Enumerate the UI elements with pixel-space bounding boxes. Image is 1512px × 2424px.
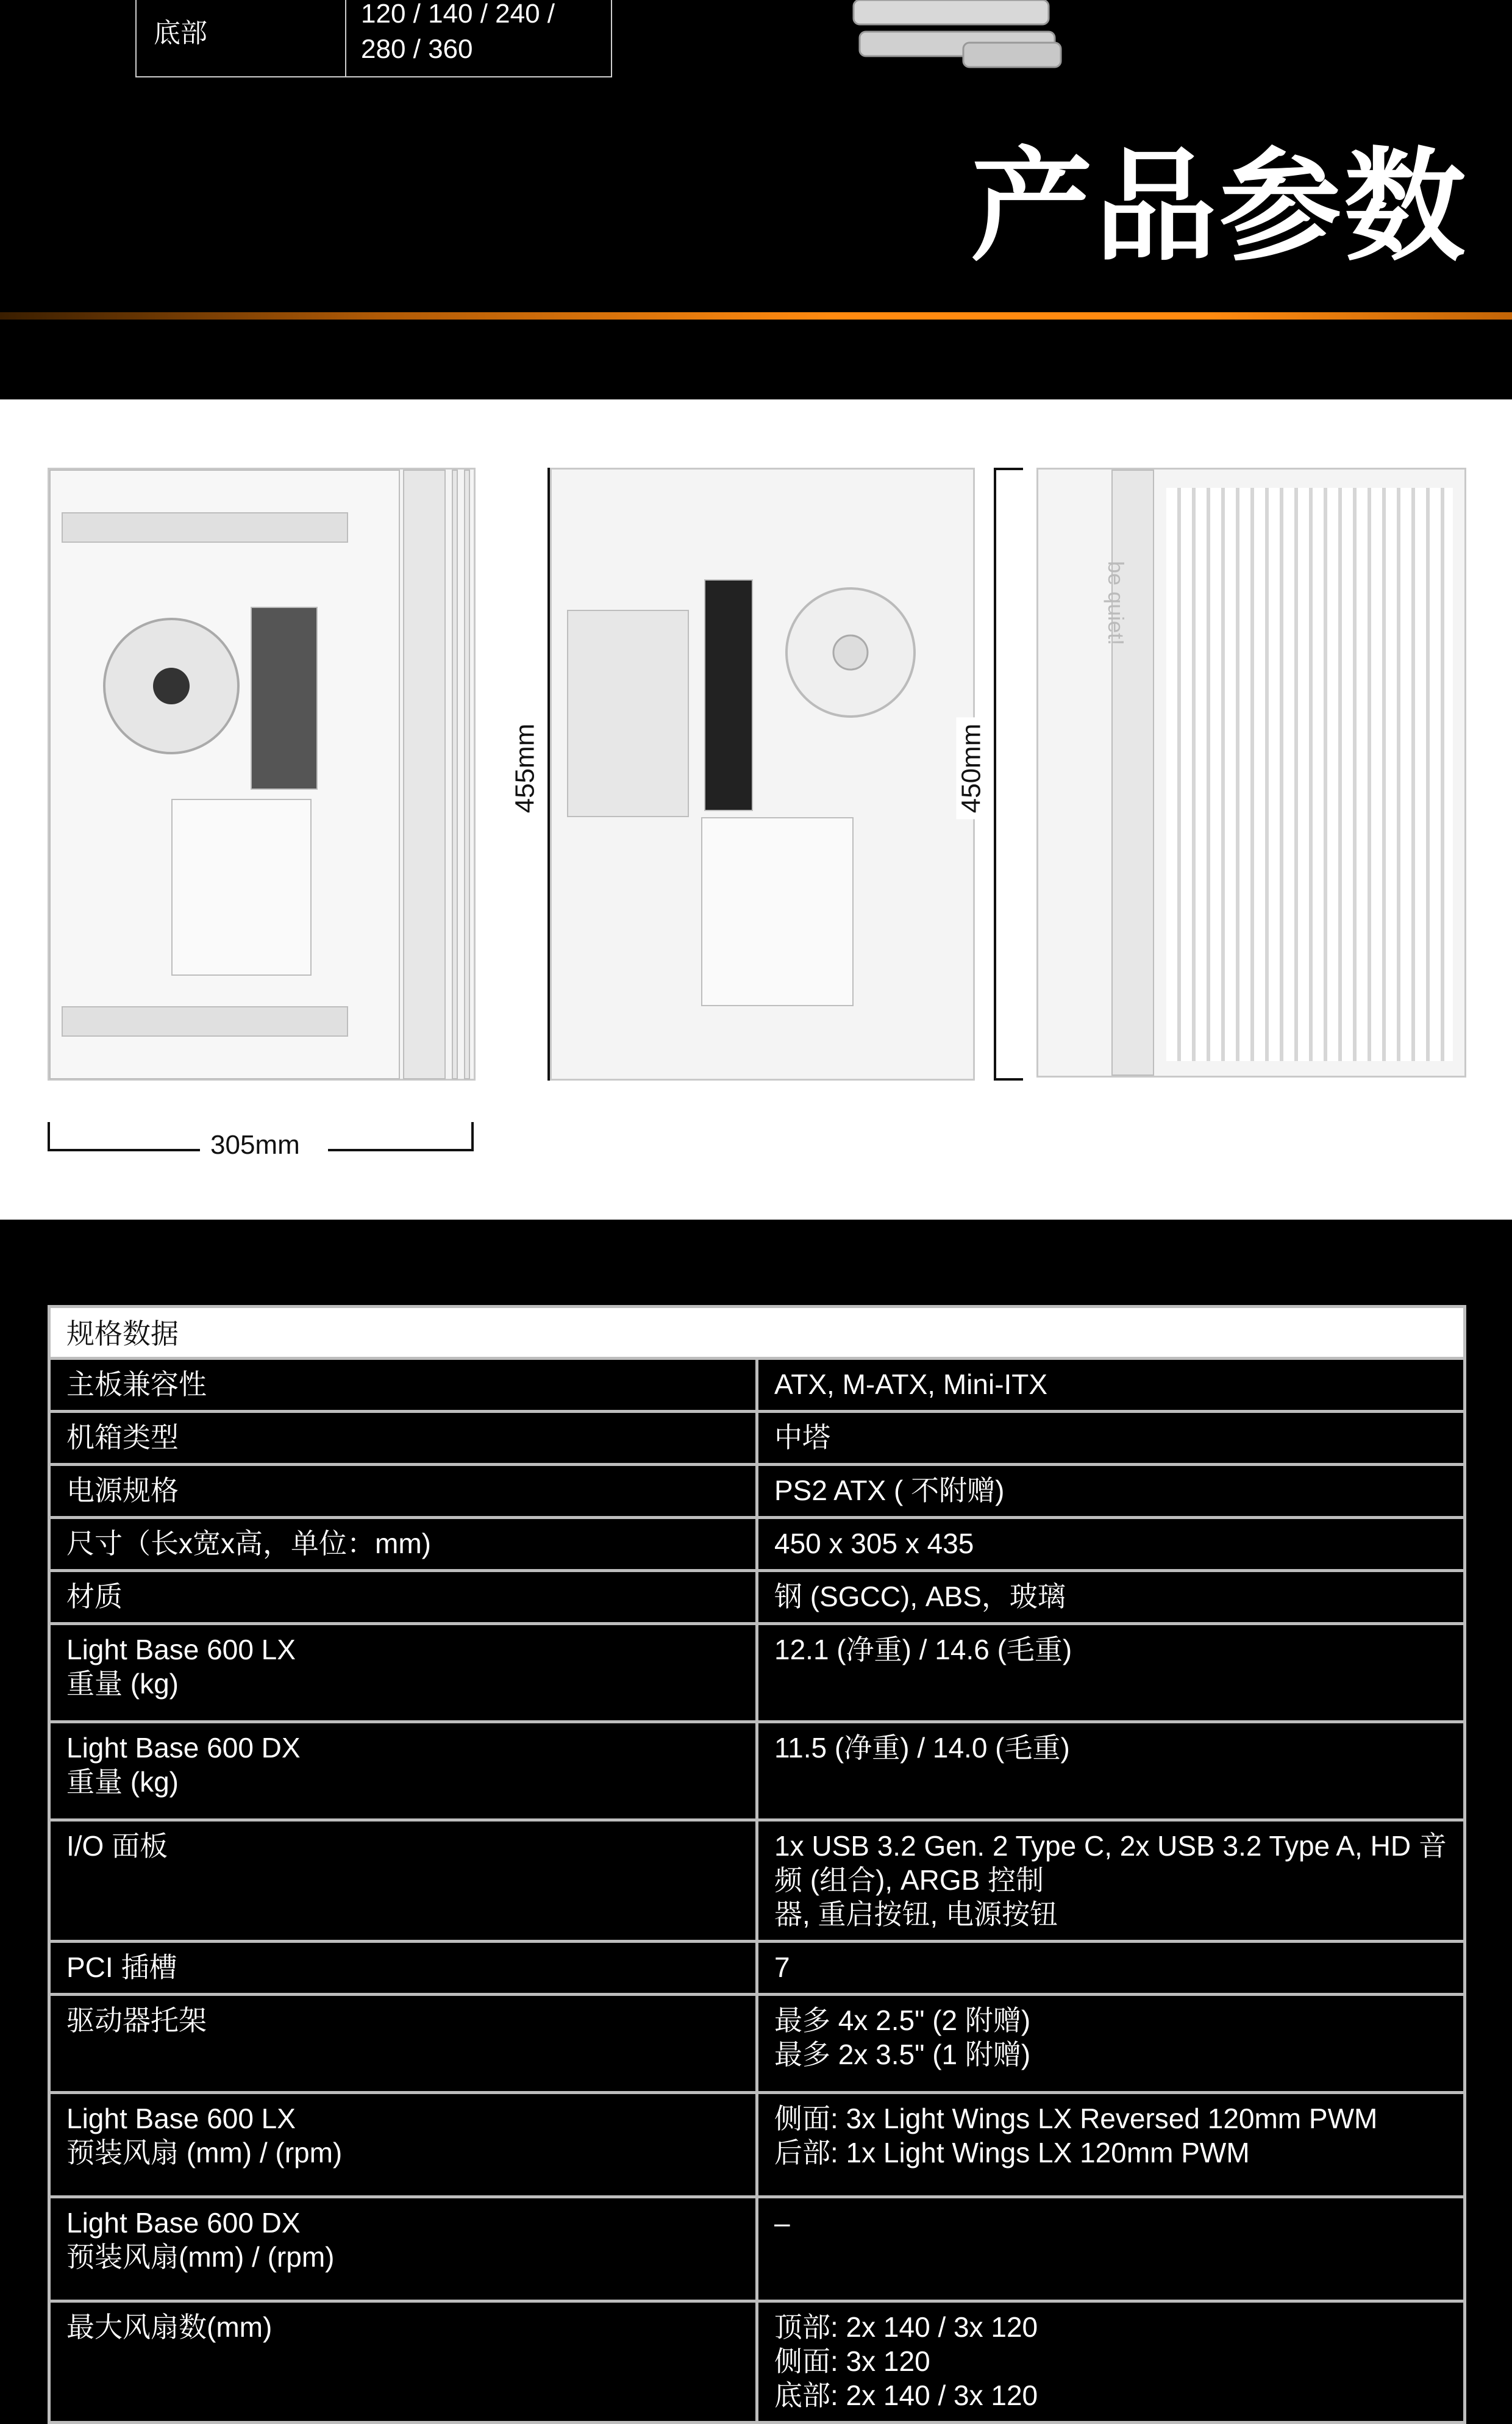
spec-label: PCI 插槽 [66,1951,177,1983]
case-front-view [1036,468,1466,1078]
table-row [49,1571,1465,1624]
bottom-label: 底部 [154,18,207,48]
dim-line [994,468,996,1081]
spec-label: 主板兼容性 [66,1368,207,1400]
spec-value: 11.5 (净重) / 14.0 (毛重) [774,1732,1070,1764]
page-title: 产品参数 [970,139,1468,275]
radiator-image [841,0,1085,73]
spec-value: 12.1 (净重) / 14.6 (毛重) [774,1634,1072,1665]
table-row [49,2197,1465,2301]
table-row [49,1820,1465,1942]
table-row [49,2093,1465,2197]
spec-value: 顶部: 2x 140 / 3x 120 侧面: 3x 120 底部: 2x 140 / 3x 120 [774,2311,1038,2411]
dim-tick [471,1122,474,1151]
front-mesh-slats [1166,488,1453,1061]
spec-value: PS2 ATX ( 不附赠) [774,1475,1005,1506]
spec-value: 中塔 [774,1421,830,1453]
spec-label: 最大风扇数(mm) [66,2311,273,2343]
case-rear-view [550,468,975,1081]
table-row [49,1995,1465,2093]
dim-tick [994,1078,1023,1081]
case-side-view [48,468,476,1081]
dimension-diagram [0,399,1512,1220]
spec-value: 钢 (SGCC), ABS，玻璃 [774,1581,1066,1612]
spec-label: 驱动器托架 [66,2004,207,2036]
spec-value: 最多 4x 2.5" (2 附赠) 最多 2x 3.5" (1 附赠) [774,2004,1031,2070]
table-row [49,1722,1465,1820]
table-header: 规格数据 [49,1307,1465,1359]
spec-label: 尺寸（长x宽x高，单位：mm) [66,1528,431,1559]
table-row [49,1624,1465,1722]
spec-label: Light Base 600 DX 预装风扇(mm) / (rpm) [66,2207,335,2273]
spec-value: 1x USB 3.2 Gen. 2 Type C, 2x USB 3.2 Type A, HD 音频 (组合), ARGB 控制 器, 重启按钮, 电源按钮 [774,1830,1447,1930]
table-row [49,1412,1465,1465]
fan-icon [101,616,241,756]
spec-table [48,1305,1466,2424]
spec-label: I/O 面板 [66,1830,168,1862]
width-dimension-label: 305mm [210,1130,300,1160]
bottom-radiator-table [135,0,612,77]
spec-value: – [774,2207,790,2239]
table-row [49,1359,1465,1412]
spec-value: 7 [774,1951,790,1983]
dim-line [328,1149,474,1151]
table-header-row [49,1307,1465,1359]
spec-value: 450 x 305 x 435 [774,1528,974,1559]
table-row [49,1942,1465,1995]
dim-tick [994,468,1023,470]
spec-value: 侧面: 3x Light Wings LX Reversed 120mm PWM 后部: 1x Light Wings LX 120mm PWM [774,2103,1378,2168]
height-dimension-label-rear: 455mm [510,718,540,820]
table-row [49,1518,1465,1571]
orange-divider [0,312,1512,320]
table-divider [345,0,346,76]
dim-line [48,1149,200,1151]
brand-logo: be quiet! [1104,561,1129,646]
fan-icon [783,585,918,720]
spec-label: Light Base 600 LX 预装风扇 (mm) / (rpm) [66,2103,343,2168]
spec-value: ATX, M-ATX, Mini-ITX [774,1368,1048,1400]
table-row [49,1465,1465,1518]
spec-label: 电源规格 [66,1475,179,1506]
spec-label: 机箱类型 [66,1421,179,1453]
dim-tick [48,1122,50,1151]
bottom-radiator-sizes: 120 / 140 / 240 / 280 / 360 [361,0,555,64]
spec-label: Light Base 600 LX 重量 (kg) [66,1634,296,1700]
height-dimension-label-front: 450mm [956,718,986,820]
spec-label: 材质 [66,1581,123,1612]
spec-label: Light Base 600 DX 重量 (kg) [66,1732,301,1798]
table-row [49,2301,1465,2423]
